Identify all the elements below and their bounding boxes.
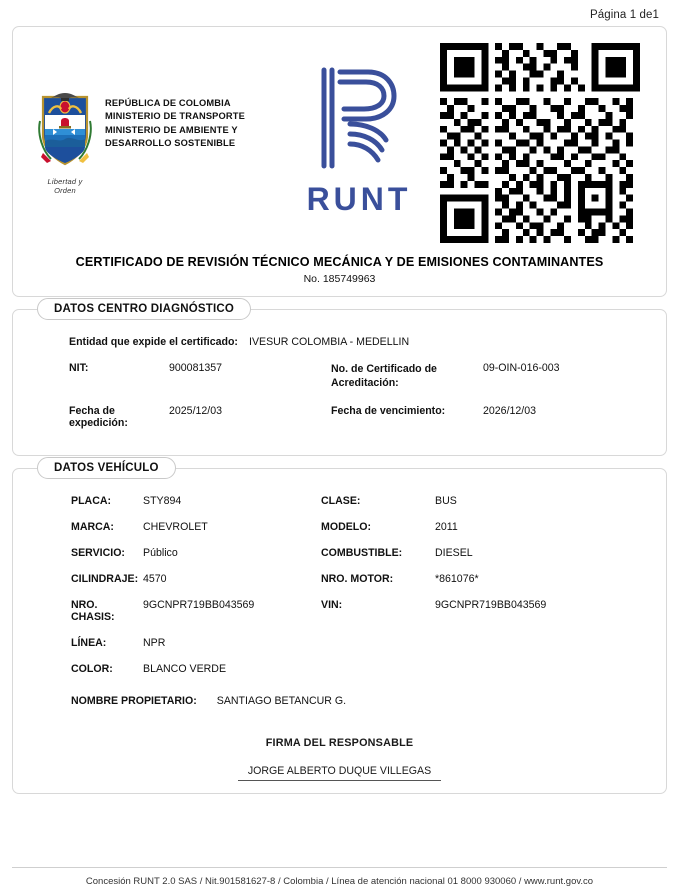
- vehiculo-row: [31, 547, 648, 559]
- expedicion-label: Fecha de expedición:: [69, 404, 128, 429]
- ministry-line-1: REPÚBLICA DE COLOMBIA: [105, 98, 231, 108]
- color-value: BLANCO VERDE: [143, 662, 227, 675]
- combustible-cell: [321, 547, 473, 559]
- firma-name-wrap: [31, 761, 648, 781]
- nit-acreditacion-row: [31, 362, 648, 391]
- qr-code-icon: [434, 37, 646, 249]
- placa-value: STY894: [143, 494, 182, 507]
- firma-title: FIRMA DEL RESPONSABLE: [265, 736, 414, 749]
- clase-label: CLASE:: [321, 494, 361, 507]
- vencimiento-label: Fecha de vencimiento:: [331, 404, 446, 417]
- vehiculo-row: [31, 495, 648, 507]
- runt-logomark-icon: [294, 62, 424, 174]
- fechas-row: [31, 405, 648, 429]
- colombia-coat-of-arms: [37, 91, 93, 195]
- centro-diagnostico-legend: DATOS CENTRO DIAGNÓSTICO: [37, 298, 251, 320]
- placa-label: PLACA:: [71, 494, 112, 507]
- servicio-cell: [31, 547, 321, 559]
- nro-chasis-value: 9GCNPR719BB043569: [143, 598, 255, 611]
- modelo-cell: [321, 521, 458, 533]
- entidad-row: [31, 336, 648, 348]
- acreditacion-cell: [331, 362, 560, 391]
- republic-identity: [25, 91, 284, 195]
- color-cell: [31, 663, 321, 675]
- qr-code-block: [434, 37, 654, 249]
- vencimiento-value: 2026/12/03: [483, 404, 537, 417]
- expedicion-cell: [31, 405, 331, 429]
- vin-cell: [321, 599, 546, 611]
- nro-chasis-label: NRO. CHASIS:: [71, 598, 115, 623]
- firma-name: JORGE ALBERTO DUQUE VILLEGAS: [238, 765, 441, 781]
- marca-label: MARCA:: [71, 520, 114, 533]
- servicio-label: SERVICIO:: [71, 546, 125, 559]
- entidad-label: Entidad que expide el certificado:: [69, 336, 238, 348]
- nro-motor-cell: [321, 573, 479, 585]
- propietario-row: [31, 695, 648, 707]
- nro-motor-value: *861076*: [435, 572, 479, 585]
- header-card: [12, 26, 667, 297]
- vehiculo-body: [13, 469, 666, 781]
- vehiculo-row: [31, 521, 648, 533]
- vin-label: VIN:: [321, 598, 343, 611]
- header-top-row: [25, 37, 654, 249]
- vehiculo-row: [31, 599, 648, 623]
- linea-value: NPR: [143, 636, 166, 649]
- cilindraje-cell: [31, 573, 321, 585]
- certificate-title: CERTIFICADO DE REVISIÓN TÉCNICO MECÁNICA Y DE EMISIONES CONTAMINANTES: [75, 255, 604, 269]
- vehiculo-legend: DATOS VEHÍCULO: [37, 457, 176, 479]
- servicio-value: Público: [143, 546, 178, 559]
- certificate-number: No. 185749963: [303, 273, 376, 285]
- combustible-label: COMBUSTIBLE:: [321, 546, 403, 559]
- runt-logo: [284, 62, 434, 224]
- centro-diagnostico-body: [13, 310, 666, 429]
- nro-chasis-cell: [31, 599, 321, 623]
- acreditacion-label: No. de Certificado de Acreditación:: [331, 363, 437, 390]
- linea-cell: [31, 637, 321, 649]
- modelo-label: MODELO:: [321, 520, 372, 533]
- centro-diagnostico-block: [12, 303, 667, 456]
- cilindraje-label: CILINDRAJE:: [71, 572, 139, 585]
- vencimiento-cell: [331, 405, 536, 417]
- vehiculo-row: [31, 663, 648, 675]
- modelo-value: 2011: [435, 520, 458, 533]
- ministry-text: [105, 91, 245, 151]
- placa-cell: [31, 495, 321, 507]
- marca-cell: [31, 521, 321, 533]
- vehiculo-block: [12, 461, 667, 794]
- vin-value: 9GCNPR719BB043569: [435, 598, 547, 611]
- entidad-value: IVESUR COLOMBIA - MEDELLIN: [249, 336, 410, 348]
- nro-motor-label: NRO. MOTOR:: [321, 572, 394, 585]
- linea-label: LÍNEA:: [71, 636, 107, 649]
- ministry-line-2: MINISTERIO DE TRANSPORTE: [105, 111, 245, 122]
- runt-wordmark: RUNT: [306, 181, 412, 217]
- nit-cell: [31, 362, 331, 374]
- crest-caption: Libertad y Orden: [47, 177, 83, 195]
- color-label: COLOR:: [71, 662, 113, 675]
- footer-text: Concesión RUNT 2.0 SAS / Nit.901581627-8 / Colombia / Línea de atención nacional 01 8000 930060 / www.runt.gov.co: [12, 867, 667, 887]
- clase-value: BUS: [435, 494, 457, 507]
- acreditacion-value: 09-OIN-016-003: [483, 362, 560, 374]
- nit-label: NIT:: [69, 362, 89, 374]
- cilindraje-value: 4570: [143, 572, 167, 585]
- ministry-line-3: MINISTERIO DE AMBIENTE Y: [105, 124, 238, 135]
- propietario-value: SANTIAGO BETANCUR G.: [216, 694, 347, 707]
- propietario-label: NOMBRE PROPIETARIO:: [71, 694, 197, 707]
- nit-value: 900081357: [169, 362, 223, 374]
- clase-cell: [321, 495, 457, 507]
- marca-value: CHEVROLET: [143, 520, 208, 533]
- coat-of-arms-icon: [37, 91, 93, 169]
- vehiculo-row: [31, 637, 648, 649]
- expedicion-value: 2025/12/03: [169, 404, 223, 417]
- page-indicator: Página 1 de1: [590, 9, 659, 21]
- vehiculo-row: [31, 573, 648, 585]
- ministry-line-4: DESARROLLO SOSTENIBLE: [105, 138, 236, 149]
- combustible-value: DIESEL: [435, 546, 473, 559]
